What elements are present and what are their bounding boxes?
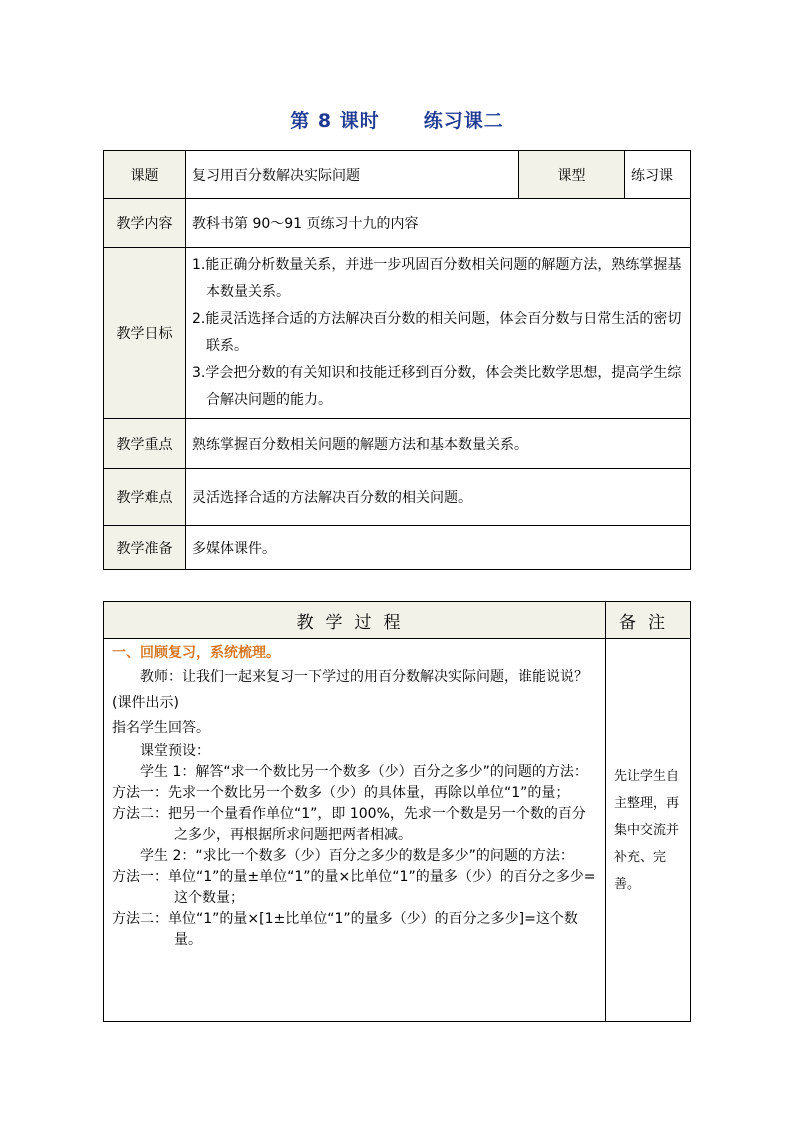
topic-label: 课题	[104, 151, 186, 199]
topic-row	[104, 151, 691, 199]
section-heading: 一、回顾复习，系统梳理。	[112, 645, 280, 661]
difficulty-value: 灵活选择合适的方法解决百分数的相关问题。	[186, 469, 691, 526]
key-label: 教学重点	[104, 419, 186, 469]
process-content	[104, 639, 606, 1022]
content-row	[104, 199, 691, 248]
process-body-row	[104, 639, 691, 1022]
prep-label: 教学准备	[104, 526, 186, 570]
prep-row	[104, 526, 691, 570]
student2-text: 学生 2：“求比一个数多（少）百分之多少的数是多少”的问题的方法：	[140, 848, 574, 864]
note-header: 备注	[606, 602, 691, 639]
method-1a: 方法一：先求一个数比另一个数多（少）的具体量，再除以单位“1”的量；	[112, 785, 570, 801]
teacher-prompt: 教师：让我们一起来复习一下学过的用百分数解决实际问题，谁能说说？(课件出示)	[112, 669, 588, 711]
key-row	[104, 419, 691, 469]
lesson-number: 第 8 课时	[290, 110, 380, 132]
student1-text: 学生 1：解答“求一个数比另一个数多（少）百分之多少”的问题的方法：	[140, 764, 588, 780]
method-2a: 方法一：单位“1”的量±单位“1”的量×比单位“1”的量多（少）的百分之多少=这个数量；	[112, 869, 596, 906]
difficulty-label: 教学难点	[104, 469, 186, 526]
prep-value: 多媒体课件。	[186, 526, 691, 570]
type-value: 练习课	[625, 151, 691, 199]
key-value: 熟练掌握百分数相关问题的解题方法和基本数量关系。	[186, 419, 691, 469]
method-2b: 方法二：单位“1”的量×[1±比单位“1”的量多（少）的百分之多少]=这个数量。	[112, 911, 578, 948]
goal-item: 1.能正确分析数量关系，并进一步巩固百分数相关问题的解题方法，熟练掌握基本数量关系。	[192, 257, 682, 300]
teaching-process-table	[103, 601, 691, 1022]
goals-row	[104, 248, 691, 419]
content-label: 教学内容	[104, 199, 186, 248]
content-value: 教科书第 90～91 页练习十九的内容	[186, 199, 691, 248]
process-header-row	[104, 602, 691, 639]
goal-item: 2.能灵活选择合适的方法解决百分数的相关问题，体会百分数与日常生活的密切联系。	[192, 311, 682, 354]
method-1b: 方法二：把另一个量看作单位“1”，即 100%，先求一个数是另一个数的百分之多少，再根据所求问题把两者相减。	[112, 806, 586, 843]
process-header: 教学过程	[104, 602, 606, 639]
preset-label: 课堂预设：	[140, 743, 210, 759]
goals-label: 教学日标	[104, 248, 186, 419]
lesson-info-table	[103, 150, 691, 570]
topic-value: 复习用百分数解决实际问题	[186, 151, 519, 199]
process-note: 先让学生自主整理，再集中交流并补充、完善。	[606, 639, 691, 1022]
lesson-name: 练习课二	[423, 110, 504, 132]
student-answer-note: 指名学生回答。	[112, 720, 210, 736]
difficulty-row	[104, 469, 691, 526]
goals-list	[186, 248, 691, 419]
goal-item: 3.学会把分数的有关知识和技能迁移到百分数，体会类比数学思想，提高学生综合解决问题的能力。	[192, 365, 682, 408]
type-label: 课型	[519, 151, 625, 199]
page-title	[0, 106, 794, 133]
